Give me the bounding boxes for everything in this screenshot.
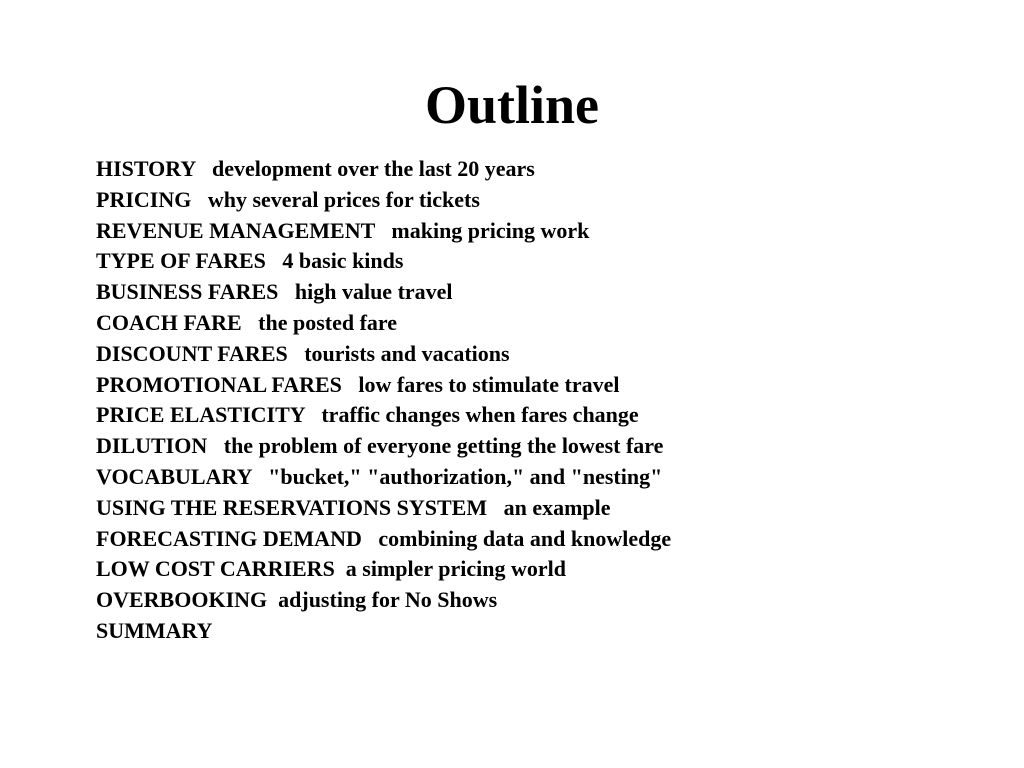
outline-list bbox=[96, 154, 671, 647]
outline-item: USING THE RESERVATIONS SYSTEM an example bbox=[96, 494, 611, 520]
outline-item: DILUTION the problem of everyone getting the lowest fare bbox=[96, 433, 664, 459]
outline-item: REVENUE MANAGEMENT making pricing work bbox=[96, 217, 590, 243]
outline-item: TYPE OF FARES 4 basic kinds bbox=[96, 248, 404, 274]
outline-item: COACH FARE the posted fare bbox=[96, 309, 398, 335]
outline-item: FORECASTING DEMAND combining data and knowledge bbox=[96, 525, 672, 551]
outline-item: BUSINESS FARES high value travel bbox=[96, 279, 453, 305]
outline-item: VOCABULARY "bucket," "authorization," and "nesting" bbox=[96, 463, 663, 489]
outline-item: PRICING why several prices for tickets bbox=[96, 186, 480, 212]
outline-item: PRICE ELASTICITY traffic changes when fares change bbox=[96, 402, 639, 428]
outline-item: OVERBOOKING adjusting for No Shows bbox=[96, 587, 498, 613]
outline-item: PROMOTIONAL FARES low fares to stimulate travel bbox=[96, 371, 620, 397]
slide-title: Outline bbox=[424, 75, 600, 135]
outline-item: SUMMARY bbox=[96, 617, 213, 643]
outline-item: LOW COST CARRIERS a simpler pricing world bbox=[96, 556, 567, 582]
outline-item: DISCOUNT FARES tourists and vacations bbox=[96, 340, 510, 366]
outline-item: HISTORY development over the last 20 years bbox=[96, 156, 535, 181]
